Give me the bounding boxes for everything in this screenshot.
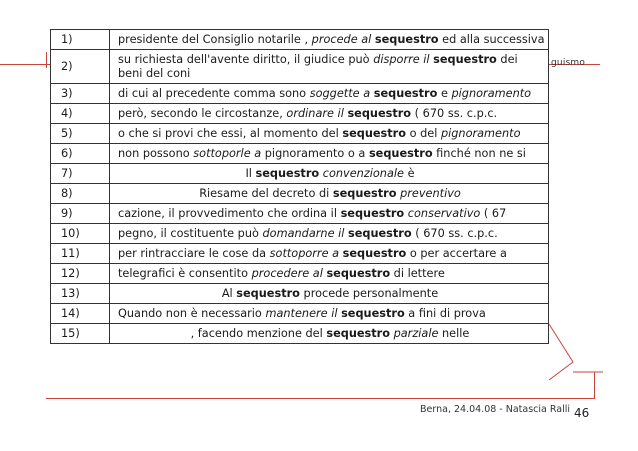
row-text: su richiesta dell'avente diritto, il giudice può disporre il sequestro dei beni del coni — [110, 50, 549, 84]
row-number: 3) — [51, 84, 110, 104]
row-text: cazione, il provvedimento che ordina il sequestro conservativo ( 67 — [110, 204, 549, 224]
row-number: 7) — [51, 164, 110, 184]
table-row — [51, 264, 549, 284]
table-row — [51, 204, 549, 224]
row-number: 2) — [51, 50, 110, 84]
table-row — [51, 304, 549, 324]
page-number: 46 — [574, 406, 590, 420]
row-text: non possono sottoporle a pignoramento o a sequestro finché non ne si — [110, 144, 549, 164]
table-row — [51, 184, 549, 204]
row-text: Riesame del decreto di sequestro preventivo — [110, 184, 549, 204]
table-row — [51, 104, 549, 124]
table-row — [51, 324, 549, 344]
table-row — [51, 144, 549, 164]
footer-text: Berna, 24.04.08 - Natascia Ralli — [420, 404, 571, 415]
row-text: di cui al precedente comma sono soggette a sequestro e pignoramento — [110, 84, 549, 104]
decorative-red-line-bottom — [46, 398, 594, 399]
row-text: Quando non è necessario mantenere il sequestro a fini di prova — [110, 304, 549, 324]
row-text: però, secondo le circostanze, ordinare il sequestro ( 670 ss. c.p.c. — [110, 104, 549, 124]
row-number: 12) — [51, 264, 110, 284]
sequestro-table — [50, 29, 549, 344]
table-row — [51, 284, 549, 304]
row-text: presidente del Consiglio notarile , procede al sequestro ed alla successiva — [110, 30, 549, 50]
row-number: 15) — [51, 324, 110, 344]
table-row — [51, 50, 549, 84]
row-text: , facendo menzione del sequestro parziale nelle — [110, 324, 549, 344]
row-number: 9) — [51, 204, 110, 224]
row-number: 5) — [51, 124, 110, 144]
row-number: 1) — [51, 30, 110, 50]
row-number: 10) — [51, 224, 110, 244]
side-word: guismo — [551, 58, 586, 68]
row-text: pegno, il costituente può domandarne il sequestro ( 670 ss. c.p.c. — [110, 224, 549, 244]
decorative-red-corner — [46, 52, 47, 68]
row-number: 8) — [51, 184, 110, 204]
row-number: 11) — [51, 244, 110, 264]
decorative-red-chevron — [545, 318, 605, 388]
row-text: per rintracciare le cose da sottoporre a sequestro o per accertare a — [110, 244, 549, 264]
table-row — [51, 30, 549, 50]
row-text: o che si provi che essi, al momento del sequestro o del pignoramento — [110, 124, 549, 144]
row-text: telegrafici è consentito procedere al sequestro di lettere — [110, 264, 549, 284]
row-number: 13) — [51, 284, 110, 304]
table-row — [51, 244, 549, 264]
row-number: 14) — [51, 304, 110, 324]
row-text: Il sequestro convenzionale è — [110, 164, 549, 184]
table-row — [51, 84, 549, 104]
row-text: Al sequestro procede personalmente — [110, 284, 549, 304]
table-row — [51, 164, 549, 184]
row-number: 6) — [51, 144, 110, 164]
row-number: 4) — [51, 104, 110, 124]
table-row — [51, 224, 549, 244]
table-row — [51, 124, 549, 144]
